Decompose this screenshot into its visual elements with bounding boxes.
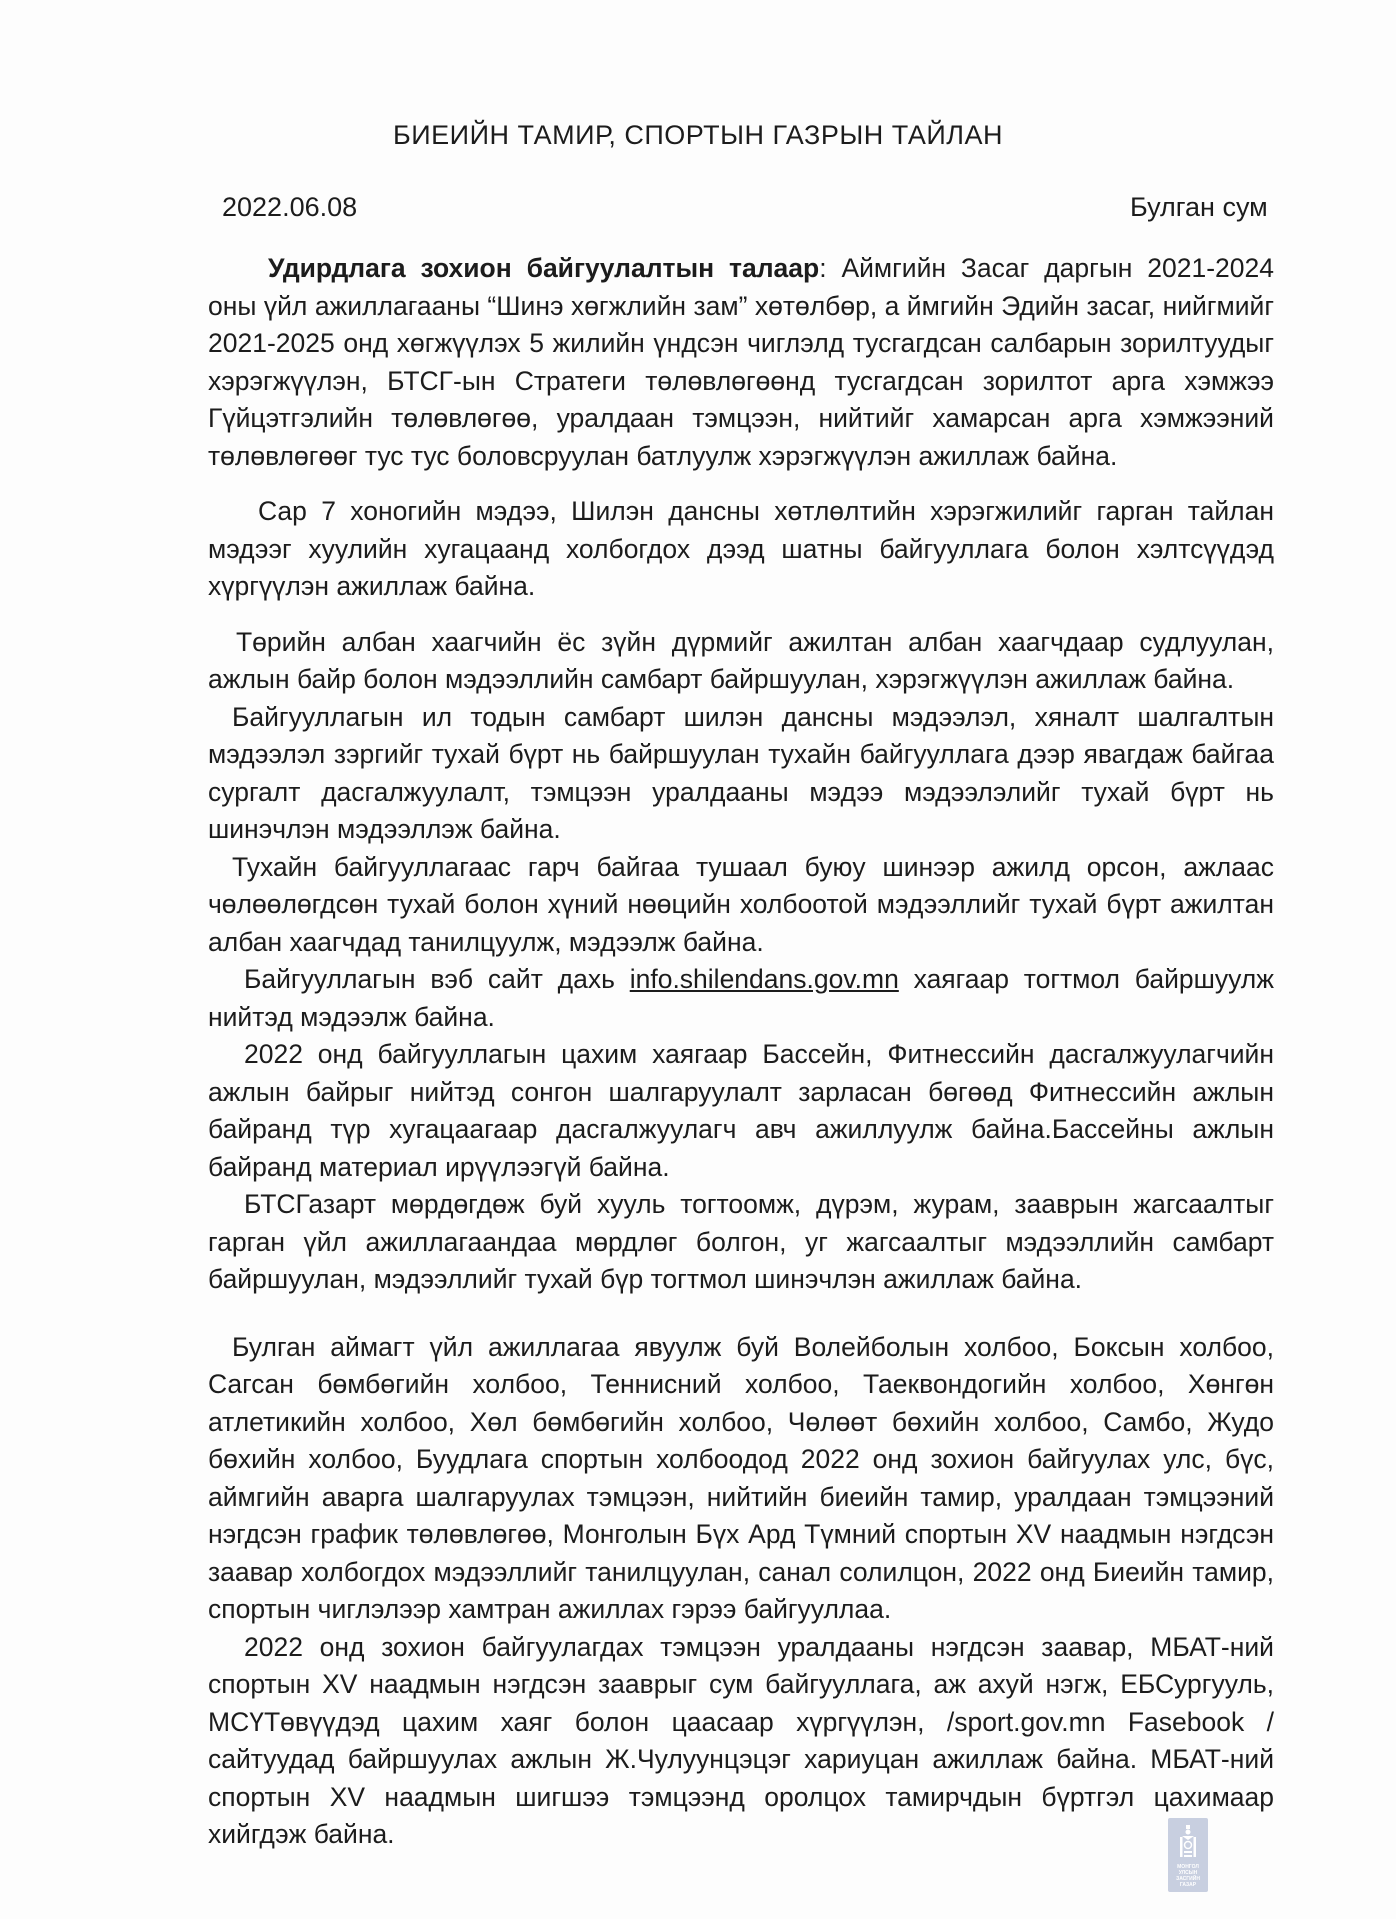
paragraph-management	[208, 250, 1274, 475]
paragraph-instructions: 2022 онд зохион байгуулагдах тэмцээн уралдааны нэгдсэн заавар, МБАТ-ний спортын XV наадмын нэгдсэн зааврыг сум байгууллага, аж ахуй нэгж, ЕБСургууль, МСҮТөвүүдэд цахим хаяг болон цаасаар хүргүүлэн, /sport.gov.mn Fasebook /сайтуудад байршуулах ажлын Ж.Чулуунцэцэг хариуцан ажиллаж байна. МБАТ-ний спортын XV наадмын шигшээ тэмцээнд оролцох тамирчдын бүртгэл цахимаар хийгдэж байна.	[208, 1631, 1274, 1849]
website-link[interactable]: info.shilendans.gov.mn	[629, 964, 899, 994]
section-heading: Удирдлага зохион байгуулалтын талаар	[268, 253, 820, 283]
paragraph-regulations-list: БТСГазарт мөрдөгдөж буй хууль тогтоомж, дүрэм, журам, зааврын жагсаалтыг гарган үйл ажиллагаандаа мөрдлөг болгон, уг жагсаалтыг мэдээллийн самбарт байршуулан, мэдээллийг тухай бүр тогтмол шинэчлэн ажиллаж байна.	[208, 1189, 1274, 1294]
document-place: Булган сум	[1130, 192, 1268, 222]
paragraph-website	[208, 961, 1274, 1036]
paragraph-weekly-report: Сар 7 хоногийн мэдээ, Шилэн дансны хөтлөлтийн хэрэгжилийг гарган тайлан мэдээг хуулийн хугацаанд холбогдох дээд шатны байгууллага болон хэлтсүүдэд хүргүүлэн ажиллаж байна.	[208, 496, 1274, 601]
document-date: 2022.06.08	[222, 192, 358, 222]
soyombo-icon	[1177, 1824, 1199, 1860]
seal-caption	[1168, 1864, 1208, 1888]
government-seal-logo	[1168, 1818, 1208, 1892]
paragraph-text: хаягаар тогтмол байршуулж нийтэд мэдээлж байна.	[208, 964, 1274, 1032]
paragraph-job-openings: 2022 онд байгууллагын цахим хаягаар Бассейн, Фитнессийн дасгалжуулагчийн ажлын байрыг нийтэд сонгон шалгаруулалт зарласан бөгөөд Фитнессийн ажлын байранд түр хугацаагаар дасгалжуулагч авч ажиллуулж байна.Бассейны ажлын байранд материал ирүүлээгүй байна.	[208, 1039, 1274, 1182]
paragraph-transparency-board: Байгууллагын ил тодын самбарт шилэн дансны мэдээлэл, хяналт шалгалтын мэдээлэл зэргийг тухай бүрт нь байршуулан тухайн байгууллага дээр явагдаж байгаа сургалт дасгалжуулалт, тэмцээн уралдааны мэдээ мэдээлэлийг тухай бүрт нь шинэчлэн мэдээллэж байна.	[208, 701, 1274, 844]
document-title: БИЕИЙН ТАМИР, СПОРТЫН ГАЗРЫН ТАЙЛАН	[393, 120, 1003, 150]
paragraph-hr-orders: Тухайн байгууллагаас гарч байгаа тушаал буюу шинээр ажилд орсон, ажлаас чөлөөлөгдсөн тухай болон хүний нөөцийн холбоотой мэдээллийг тухай бүрт ажилтан албан хаагчдад танилцуулж, мэдээлж байна.	[208, 851, 1274, 957]
paragraph-text: : Аймгийн Засаг даргын 2021-2024 оны үйл ажиллагааны “Шинэ хөгжлийн зам” хөтөлбөр, а ймгийн Эдийн засаг, нийгмийг 2021-2025 онд хөгжүүлэх 5 жилийн үндсэн чиглэлд тусгагдсан салбарын зорилтуудыг хэрэгжүүлэн, БТСГ-ын Стратеги төлөвлөгөөнд тусгагдсан зорилтот арга хэмжээ Гүйцэтгэлийн төлөвлөгөө, уралдаан тэмцээн, нийтийг хамарсан арга хэмжээний төлөвлөгөөг тус тус боловсруулан батлуулж хэрэгжүүлэн ажиллаж байна.	[208, 253, 1274, 471]
paragraph-ethics-rules: Төрийн албан хаагчийн ёс зүйн дүрмийг ажилтан албан хаагчдаар судлуулан, ажлын байр болон мэдээллийн самбарт байршуулан, хэрэгжүүлэн ажиллаж байна.	[208, 626, 1274, 694]
document-body	[208, 250, 1274, 1854]
paragraph-text: Байгууллагын вэб сайт дахь	[244, 964, 630, 994]
seal-line-1: МОНГОЛ УЛСЫН	[1177, 1864, 1199, 1876]
paragraph-federations: Булган аймагт үйл ажиллагаа явуулж буй Волейболын холбоо, Боксын холбоо, Сагсан бөмбөгийн холбоо, Теннисний холбоо, Таеквондогийн холбоо, Хөнгөн атлетикийн холбоо, Хөл бөмбөгийн холбоо, Чөлөөт бөхийн холбоо, Самбо, Жудо бөхийн холбоо, Буудлага спортын холбоодод 2022 онд зохион байгуулах улс, бүс, аймгийн аварга шалгаруулах тэмцээн, нийтийн биеийн тамир, уралдаан тэмцээний нэгдсэн график төлөвлөгөө, Монголын Бүх Ард Түмний спортын XV наадмын нэгдсэн заавар холбогдох мэдээллийг танилцуулан, санал солилцон, 2022 онд Биеийн тамир, спортын чиглэлээр хамтран ажиллах гэрээ байгууллаа.	[208, 1331, 1274, 1624]
seal-line-2: ЗАСГИЙН ГАЗАР	[1176, 1876, 1200, 1888]
